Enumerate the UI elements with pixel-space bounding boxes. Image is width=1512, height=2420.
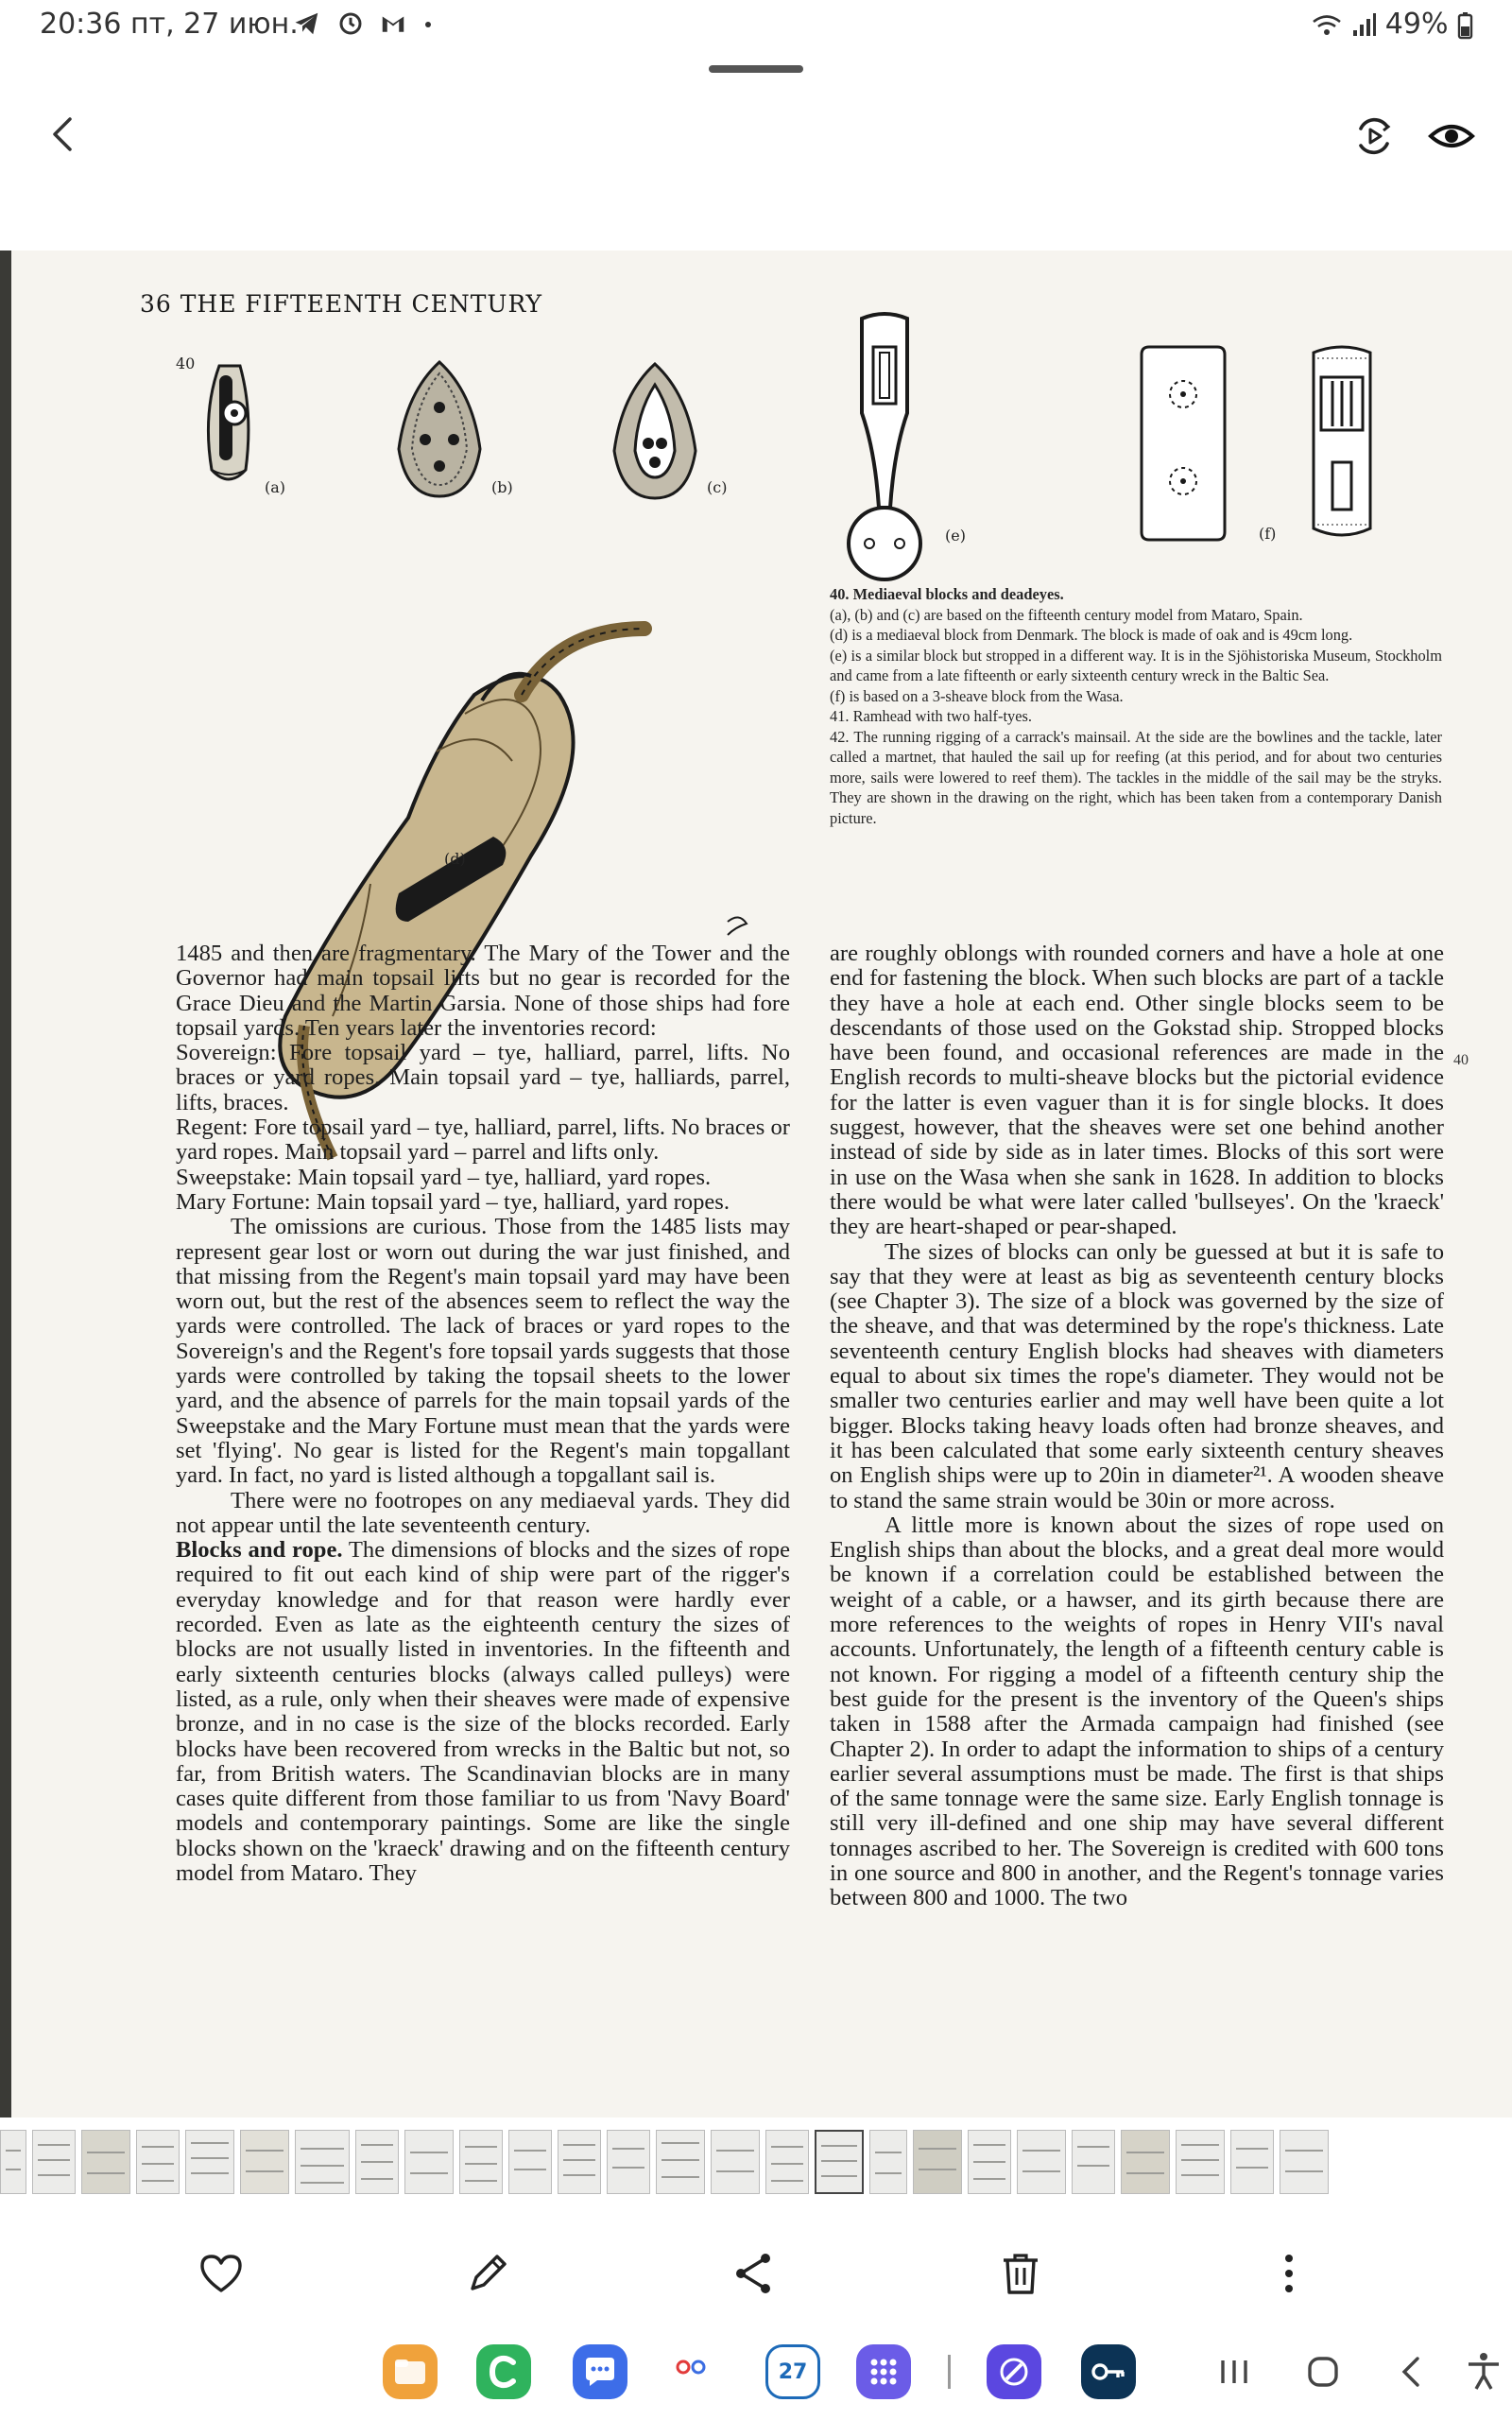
back-chevron-icon (1389, 2349, 1435, 2394)
photo-viewer[interactable] (0, 251, 1512, 2118)
caption-line: (f) is based on a 3-sheave block from the Wasa. (830, 686, 1124, 705)
caption-line: (e) is a similar block but stropped in a different way. It is in the Sjöhistoriska Museum, Stockholm and came from a late fifteenth or early sixteenth century wreck in the Baltic Sea. (830, 646, 1442, 684)
trash-icon (994, 2247, 1047, 2300)
thumbnail[interactable] (1072, 2130, 1115, 2194)
paragraph: Sovereign: Fore topsail yard – tye, halliard, parrel, lifts. No braces or yard ropes. Main topsail yard – tye, halliards, parrel, lifts, braces. (176, 1040, 790, 1115)
recent-app-icon-1[interactable] (987, 2344, 1041, 2399)
block-f-front-illustration (1136, 339, 1230, 547)
photo-actions-bar (0, 2226, 1512, 2311)
thumbnail[interactable] (1176, 2130, 1225, 2194)
sync-icon (336, 9, 365, 38)
files-app-icon[interactable] (383, 2344, 438, 2399)
gmail-icon (379, 9, 407, 38)
folder-icon (393, 2358, 427, 2386)
system-back-button[interactable] (1389, 2349, 1435, 2394)
home-icon (1300, 2349, 1346, 2394)
heart-icon (195, 2247, 248, 2300)
edit-button[interactable] (461, 2247, 514, 2300)
figure-label-f: (f) (1259, 525, 1277, 543)
thumbnail[interactable] (185, 2130, 234, 2194)
thumbnail-current[interactable] (815, 2130, 864, 2194)
favorite-button[interactable] (195, 2247, 248, 2300)
figure-label-a: (a) (265, 478, 286, 496)
thumbnail[interactable] (81, 2130, 130, 2194)
signal-icon (1351, 11, 1376, 40)
eye-icon (1425, 113, 1478, 159)
app-drawer-icon[interactable] (856, 2344, 911, 2399)
section-heading: Blocks and rope. (176, 1537, 343, 1564)
thumbnail[interactable] (656, 2130, 705, 2194)
calendar-day: 27 (778, 2360, 808, 2384)
sheet-grab-handle[interactable] (709, 65, 803, 73)
thumbnail[interactable] (508, 2130, 552, 2194)
caption-line: (d) is a mediaeval block from Denmark. The block is made of oak and is 49cm long. (830, 626, 1353, 644)
slash-circle-icon (997, 2355, 1031, 2389)
status-date: пт, 27 июн. (130, 8, 299, 41)
figure-label-d: (d) (444, 850, 466, 868)
paragraph (176, 1538, 790, 1886)
block-f-side-illustration (1304, 339, 1380, 547)
thumbnail[interactable] (136, 2130, 180, 2194)
grid-icon (868, 2356, 900, 2388)
block-b-illustration (387, 354, 491, 506)
thumbnail[interactable] (0, 2130, 26, 2194)
caption-line: 40. Mediaeval blocks and deadeyes. (830, 585, 1064, 603)
calendar-app-icon[interactable] (765, 2344, 820, 2399)
view-button[interactable] (1425, 113, 1478, 159)
paragraph: The sizes of blocks can only be guessed at but it is safe to say that they were at least as big as seventeenth century blocks (see Chapter 3). The size of a block was governed by the size of the sheave, and that was determined by the rope's thickness. Late seventeenth century English blocks had sheaves with diameters equal to about six times the rope's diameter. They would not be smaller two centuries earlier and may well have been quite a lot bigger. Blocks taking heavy loads often had bronze sheaves, and it has been calculated that some early sixteenth century sheaves on English ships were up to 20in in diameter²¹. A wooden sheave to stand the same strain would be 30in or more across. (830, 1238, 1444, 1513)
thumbnail-filmstrip[interactable] (0, 2130, 1512, 2194)
delete-button[interactable] (994, 2247, 1047, 2300)
telegram-icon (293, 9, 321, 38)
messages-app-icon[interactable] (573, 2344, 627, 2399)
paragraph: There were no footropes on any mediaeval yards. They did not appear until the late seventeenth century. (176, 1487, 790, 1538)
caption-line: 42. The running rigging of a carrack's mainsail. At the side are the bowlines and the tackle, later called a martnet, that hauled the sail up for reefing (at this period, and for about two centuries more, sails were lowered to reef them). The tackles in the middle of the sail may be the stryks. They are shown in the drawing on the right, which has been taken from a contemporary Danish picture. (830, 727, 1442, 827)
thumbnail[interactable] (558, 2130, 601, 2194)
thumbnail[interactable] (765, 2130, 809, 2194)
dock-divider (948, 2355, 951, 2389)
thumbnail[interactable] (1280, 2130, 1329, 2194)
figure-label-b: (b) (491, 478, 513, 496)
recents-button[interactable] (1211, 2349, 1257, 2394)
thumbnail[interactable] (1121, 2130, 1170, 2194)
paragraph: Regent: Fore topsail yard – tye, halliard, parrel, lifts. No braces or yard ropes. Main topsail yard – parrel and lifts only. (176, 1115, 790, 1166)
chat-bubble-icon (582, 2356, 618, 2388)
thumbnail[interactable] (295, 2130, 350, 2194)
accessibility-icon (1461, 2349, 1506, 2394)
accessibility-button[interactable] (1461, 2349, 1506, 2394)
pencil-icon (461, 2247, 514, 2300)
thumbnail[interactable] (459, 2130, 503, 2194)
paragraph: The omissions are curious. Those from the 1485 lists may represent gear lost or worn out during the war just finished, and that missing from the Regent's main topsail yard may have been worn out, but the rest of the absences seem to reflect the way the yards were controlled. The lack of braces or yard ropes to the Sovereign's and the Regent's fore topsail yards suggests that those yards were controlled by taking the topsail sheets to the lower yard, and the absence of parrels for the main topsail yards of the Sweepstake and the Mary Fortune must mean that the yards were set 'flying'. No gear is listed for the Regent's main topgallant yard. In fact, no yard is listed although a topgallant sail is. (176, 1214, 790, 1489)
margin-figure-reference: 40 (1453, 1052, 1469, 1068)
block-a-illustration (191, 356, 314, 498)
more-notifications-dot-icon (422, 9, 434, 38)
status-bar (0, 0, 1512, 49)
thumbnail[interactable] (607, 2130, 650, 2194)
c-letter-icon (489, 2355, 519, 2389)
figure-caption (830, 584, 1442, 828)
thumbnail[interactable] (1017, 2130, 1066, 2194)
thumbnail[interactable] (711, 2130, 760, 2194)
figure-number: 40 (176, 354, 196, 372)
thumbnail[interactable] (1230, 2130, 1274, 2194)
paragraph-body: The dimensions of blocks and the sizes of rope required to fit out each kind of ship were part of the rigger's everyday knowledge and for that reason were hardly ever recorded. Even as late as the eighteenth century the sizes of blocks are not usually listed in inventories. In the fifteenth and early sixteenth centuries blocks (always called pulleys) were listed, as a rule, only when their sheaves were made of expensive bronze, and in no case is the size of the blocks recorded. Early blocks have been recovered from wrecks in the Baltic but not, so far, from British waters. The Scandinavian blocks are in many cases quite different from those familiar to us from 'Navy Board' models and contemporary paintings. Some are like the single blocks shown on the 'kraeck' drawing and on the fifteenth century model from Mataro. They (176, 1537, 790, 1886)
recent-app-icon-2[interactable] (1081, 2344, 1136, 2399)
thumbnail[interactable] (968, 2130, 1011, 2194)
battery-percent: 49% (1384, 8, 1449, 41)
paragraph: 1485 and then are fragmentary. The Mary of the Tower and the Governor had main topsail lifts but no gear is recorded for the Grace Dieu and the Martin Garsia. None of those ships had fore topsail yards. Ten years later the inventories record: (176, 941, 790, 1041)
running-header: 36 THE FIFTEENTH CENTURY (140, 290, 543, 318)
paragraph: Mary Fortune: Main topsail yard – tye, halliard, yard ropes. (176, 1188, 730, 1215)
book-spine (0, 251, 11, 2118)
remaster-icon (1349, 113, 1399, 159)
text-column-right (830, 942, 1444, 1911)
notification-icons (293, 6, 434, 39)
thumbnail[interactable] (32, 2130, 76, 2194)
share-button[interactable] (728, 2247, 781, 2300)
status-right (1311, 8, 1474, 41)
share-icon (728, 2247, 781, 2300)
caption-line: 41. Ramhead with two half-tyes. (830, 707, 1032, 725)
back-button[interactable] (42, 112, 87, 157)
remaster-button[interactable] (1349, 113, 1399, 159)
key-icon (1090, 2358, 1127, 2386)
thumbnail[interactable] (404, 2130, 454, 2194)
block-e-illustration (837, 309, 932, 593)
home-button[interactable] (1300, 2349, 1346, 2394)
dual-dot-icon (672, 2358, 710, 2386)
thumbnail[interactable] (240, 2130, 289, 2194)
status-time: 20:36 (40, 8, 122, 41)
navigation-bar (0, 2321, 1512, 2420)
recents-icon (1211, 2349, 1257, 2394)
bixby-app-icon[interactable] (663, 2344, 718, 2399)
paragraph: A little more is known about the sizes of rope used on English ships than about the blocks, and a great deal more would be known if a correlation could be established between the weight of a cable, or a hawser, and its girth because there are more references to the weights of ropes in Henry VII's naval accounts. Unfortunately, the length of a fifteenth century cable is not known. For rigging a model of a fifteenth century ship the best guide for the present is the inventory of the Queen's ships taken in 1588 after the Armada campaign had finished (see Chapter 2). In order to adapt the information to ships of a century earlier several assumptions must be made. The first is that ships of the same tonnage were the same size. Early English tonnage is still very ill-defined and one ship may have several different tonnages ascribed to her. The Sovereign is credited with 600 tons in one source and 800 in another, and the Regent's tonnage varies between 800 and 1000. The two (830, 1512, 1444, 1911)
block-c-illustration (603, 356, 707, 508)
caption-line: (a), (b) and (c) are based on the fifteenth century model from Mataro, Spain. (830, 605, 1303, 624)
thumbnail[interactable] (869, 2130, 907, 2194)
wifi-icon (1311, 11, 1343, 40)
figure-label-c: (c) (707, 478, 728, 496)
figure-label-e: (e) (945, 527, 966, 544)
thumbnail[interactable] (355, 2130, 399, 2194)
more-options-button[interactable] (1263, 2247, 1315, 2300)
thumbnail[interactable] (913, 2130, 962, 2194)
text-column-left (176, 942, 790, 1886)
paragraph: are roughly oblongs with rounded corners and have a hole at one end for fastening the block. When such blocks are part of a tackle they have a hole at each end. Other single blocks seem to be descendants of those used on the Gokstad ship. Stropped blocks have been found, and occasional references are made in the English records to multi-sheave blocks but the pictorial evidence for the latter is even vaguer than it is for single blocks. It does suggest, however, that the sheaves were set one behind another instead of side by side as in later times. Blocks of this sort were in use on the Wasa when she sank in 1628. In addition to blocks there would be what were later called 'bullseyes'. On the 'kraeck' they are heart-shaped or pear-shaped. (830, 941, 1444, 1240)
more-vertical-icon (1263, 2247, 1315, 2300)
book-page (11, 251, 1512, 2118)
battery-icon (1457, 11, 1474, 40)
paragraph: Sweepstake: Main topsail yard – tye, halliard, yard ropes. (176, 1164, 712, 1190)
phone-app-icon[interactable] (476, 2344, 531, 2399)
chevron-left-icon (42, 112, 87, 157)
